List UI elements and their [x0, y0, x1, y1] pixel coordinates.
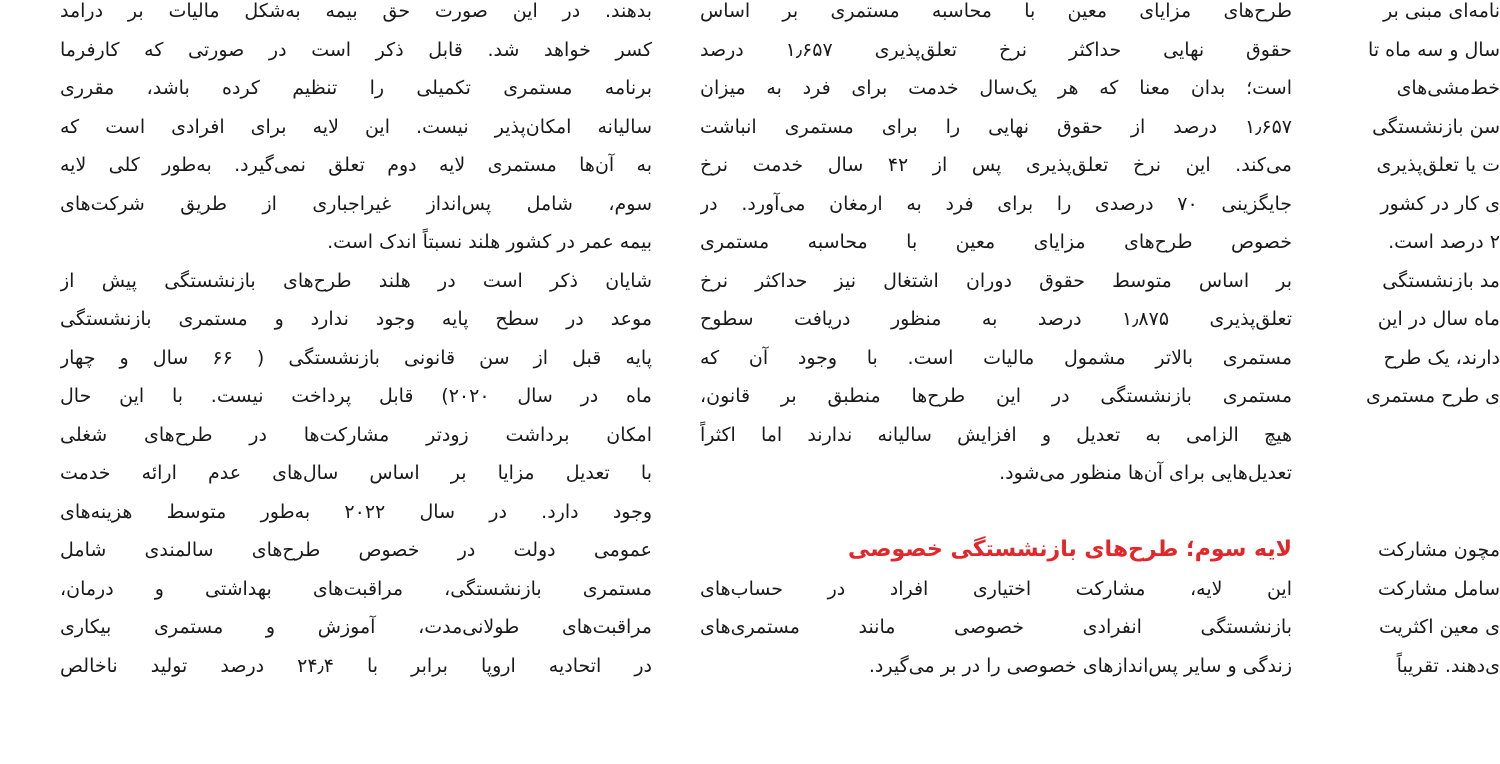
text-line: ی معین اکثریت	[1379, 616, 1500, 638]
text-line: به آن‌ها مستمری لایه دوم تعلق نمی‌گیرد. به‌طور کلی لایه	[60, 154, 652, 176]
text-line: وجود دارد. در سال ۲۰۲۲ به‌طور متوسط هزینه‌های	[60, 500, 652, 523]
text-line: می‌کند. این نرخ تعلق‌پذیری پس از ۴۲ سال خدمت نرخ	[700, 154, 1292, 176]
text-line: با تعدیل مزایا بر اساس سال‌های عدم ارائه خدمت	[60, 462, 652, 484]
text-line: موعد در سطح پایه وجود ندارد و مستمری بازنشستگی	[60, 308, 652, 330]
text-line: برنامه مستمری تکمیلی را تنظیم کرده باشد، مقرری	[60, 77, 652, 99]
text-line: پایه قبل از سن قانونی بازنشستگی ( ۶۶ سال و چهار	[60, 346, 652, 369]
paragraph-gap	[1338, 454, 1500, 493]
text-line: مستمری بازنشستگی، مراقبت‌های بهداشتی و درمان،	[60, 577, 652, 600]
text-line: زندگی و سایر پس‌اندازهای خصوصی را در بر می‌گیرد.	[868, 654, 1292, 677]
right-column	[1338, 0, 1500, 685]
text-line: کسر خواهد شد. قابل ذکر است در صورتی که کارفرما	[60, 38, 652, 61]
text-line: شایان ذکر است در هلند طرح‌های بازنشستگی پیش از	[60, 269, 652, 292]
text-line: ت یا تعلق‌پذیری	[1376, 154, 1500, 176]
text-line: ۲ درصد است.	[1388, 231, 1500, 253]
text-line: مراقبت‌های طولانی‌مدت، آموزش و مستمری بیکاری	[60, 616, 652, 638]
text-line: طرح‌های مزایای معین با محاسبه مستمری بر اساس	[700, 0, 1292, 22]
text-line: مستمری بالاتر مشمول مالیات است. با وجود آن که	[700, 346, 1292, 369]
text-line: هیچ الزامی به تعدیل و افزایش سالیانه ندارند اما اکثراً	[700, 423, 1292, 446]
paragraph-gap	[1338, 493, 1500, 532]
text-line: دارند، یک طرح	[1383, 346, 1500, 369]
text-line: خط‌مشی‌های	[1396, 77, 1500, 99]
text-line: ماه در سال ۲۰۲۰) قابل پرداخت نیست. با این حال	[60, 385, 652, 407]
text-line: ۱٫۶۵۷ درصد از حقوق نهایی را برای مستمری انباشت	[700, 115, 1292, 138]
paragraph-gap	[700, 493, 1292, 532]
text-line: سامل مشارکت	[1377, 577, 1500, 600]
text-line: ماه سال در این	[1377, 308, 1500, 330]
text-line: این لایه، مشارکت اختیاری افراد در حساب‌های	[700, 577, 1292, 600]
text-line: عمومی دولت در خصوص طرح‌های سالمندی شامل	[60, 539, 652, 561]
text-line: ی‌دهند. تقریباً	[1396, 654, 1500, 677]
text-line: نامه‌ای مبنی بر	[1383, 0, 1500, 22]
text-line: بازنشستگی انفرادی خصوصی مانند مستمری‌های	[700, 616, 1292, 638]
text-line: ی کار در کشور	[1380, 192, 1500, 215]
text-line: سن بازنشستگی	[1372, 115, 1500, 138]
text-line: سالیانه امکان‌پذیر نیست. این لایه برای افرادی است که	[60, 115, 652, 138]
text-line: است؛ بدان معنا که هر یک‌سال خدمت برای فرد به میزان	[700, 77, 1292, 99]
text-line: در اتحادیه اروپا برابر با ۲۴٫۴ درصد تولید ناخالص	[60, 654, 652, 677]
text-line: حقوق نهایی حداکثر نرخ تعلق‌پذیری ۱٫۶۵۷ درصد	[700, 38, 1292, 61]
text-line: خصوص طرح‌های مزایای معین با محاسبه مستمری	[700, 231, 1292, 253]
text-line: بر اساس متوسط حقوق دوران اشتغال نیز حداکثر نرخ	[700, 269, 1292, 292]
middle-column	[700, 0, 1292, 685]
left-column	[60, 0, 652, 685]
text-line: تعلق‌پذیری ۱٫۸۷۵ درصد به منظور دریافت سطوح	[700, 308, 1292, 330]
text-line: مد بازنشستگی	[1382, 269, 1500, 292]
paragraph-gap	[1338, 416, 1500, 455]
text-line: بیمه عمر در کشور هلند نسبتاً اندک است.	[327, 231, 652, 253]
text-line: تعدیل‌هایی برای آن‌ها منظور می‌شود.	[999, 462, 1292, 484]
text-line: مچون مشارکت	[1377, 539, 1500, 561]
section-heading: لایه سوم؛ طرح‌های بازنشستگی خصوصی	[847, 537, 1292, 562]
text-line: مستمری بازنشستگی در این طرح‌ها منطبق بر قانون،	[700, 385, 1292, 407]
text-line: سال و سه ماه تا	[1368, 38, 1500, 61]
text-line: سوم، شامل پس‌انداز غیراجباری از طریق شرکت‌های	[60, 192, 652, 215]
text-line: جایگزینی ۷۰ درصدی را برای فرد به ارمغان می‌آورد. در	[700, 192, 1292, 215]
text-line: ی طرح مستمری	[1365, 385, 1500, 407]
text-line: بدهند. در این صورت حق بیمه به‌شکل مالیات بر درامد	[60, 0, 652, 22]
text-line: امکان برداشت زودتر مشارکت‌ها در طرح‌های شغلی	[60, 423, 652, 446]
